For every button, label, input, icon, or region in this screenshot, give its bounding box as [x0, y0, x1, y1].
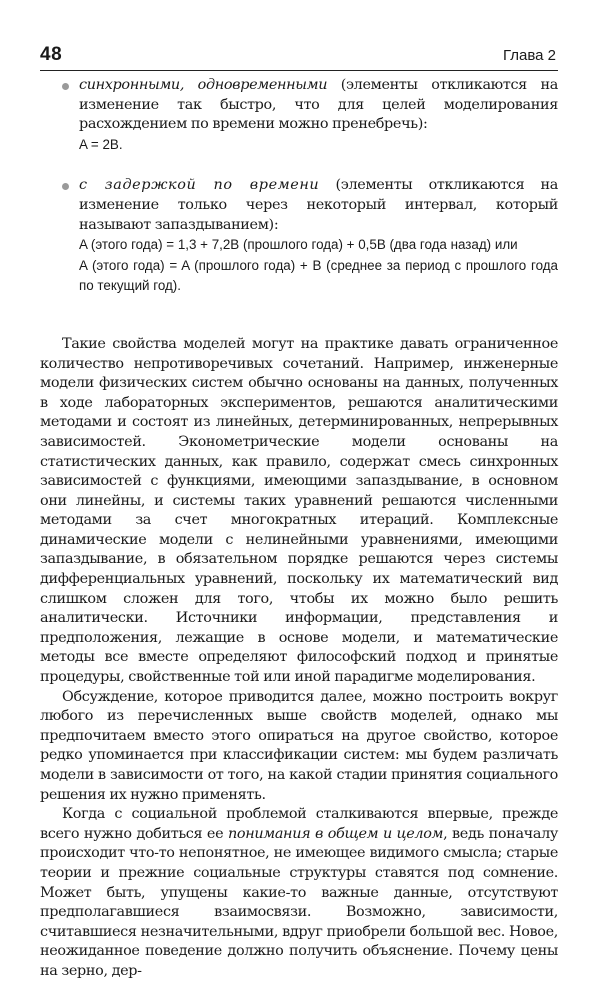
main-text [40, 335, 558, 982]
paragraph [40, 805, 558, 981]
bullet-term: синхронными, одновременными [79, 77, 328, 93]
bullet-synchronous [40, 76, 558, 155]
paragraph: Обсуждение, которое приводится далее, можно построить вокруг любого из перечисленных выше свойств моделей, однако мы предпочитаем вместо этого опираться на другое свойство, которое редко упоминается при классификации систем: мы будем различать модели в зависимости от того, на какой стадии принятия социального решения их нужно применять. [40, 688, 558, 803]
formula: A = 2B. [79, 136, 123, 152]
formula: A (этого года) = A (прошлого года) + B (среднее за период с прошлого года по текущий год). [79, 257, 558, 294]
page-number: 48 [40, 44, 63, 65]
bullet-dot-icon [62, 83, 69, 90]
paragraph-text: , ведь поначалу происходит что-то непонятное, не имеющее видимого смысла; старые теории и прежние социальные структуры ставятся под сомнение. Может быть, упущены какие-то важные данные, отсутствуют предполагавшиеся взаимосвязи. Возможно, зависимости, считавшиеся незначительными, вдруг приобрели большой вес. Новое, неожиданное поведение должно получить объяснение. Почему цены на зерно, дер- [40, 825, 558, 979]
page-body [40, 76, 558, 982]
bullet-delayed [40, 176, 558, 297]
page-header [40, 44, 558, 71]
paragraph-text: Когда с социальной проблемой сталкиваются впервые, прежде всего нужно добиться ее [40, 806, 558, 842]
paragraph: Такие свойства моделей могут на практике давать ограниченное количество непротиворечивых сочетаний. Например, инженерные модели физических систем обычно основаны на данных, полученных в ходе лабораторных экспериментов, решаются аналитическими методами и состоят из линейных, детерминированных, непрерывных зависимостей. Эконометрические модели основаны на статистических данных, как правило, содержат смесь синхронных зависимостей с функциями, имеющими запаздывание, в основном они линейны, и системы таких уравнений решаются численными методами за счет многократных итераций. Комплексные динамические модели с нелинейными уравнениями, имеющими запаздывание, в обязательном порядке решаются через системы дифференциальных уравнений, поскольку их математический вид слишком сложен для того, чтобы их можно было решить аналитически. Источники информации, представления и предположения, лежащие в основе модели, и математические методы все вместе определяют философский подход и принятые процедуры, свойственные той или иной парадигме моделирования. [40, 335, 558, 686]
bullet-dot-icon [62, 183, 69, 190]
bullet-term: с задержкой по времени [79, 177, 320, 194]
bullet-text: (элементы откликаются на изменение только через некоторый интервал, который называют запаздыванием): [79, 177, 558, 233]
chapter-title: Глава 2 [502, 47, 556, 64]
formula: A (этого года) = 1,3 + 7,2B (прошлого года) + 0,5B (два года назад) или [79, 237, 518, 253]
bullet-text: (элементы откликаются на изменение так быстро, что для целей моделирования расхождением по времени можно пренебречь): [79, 77, 558, 133]
emphasis-phrase: понимания в общем и целом [227, 825, 444, 842]
